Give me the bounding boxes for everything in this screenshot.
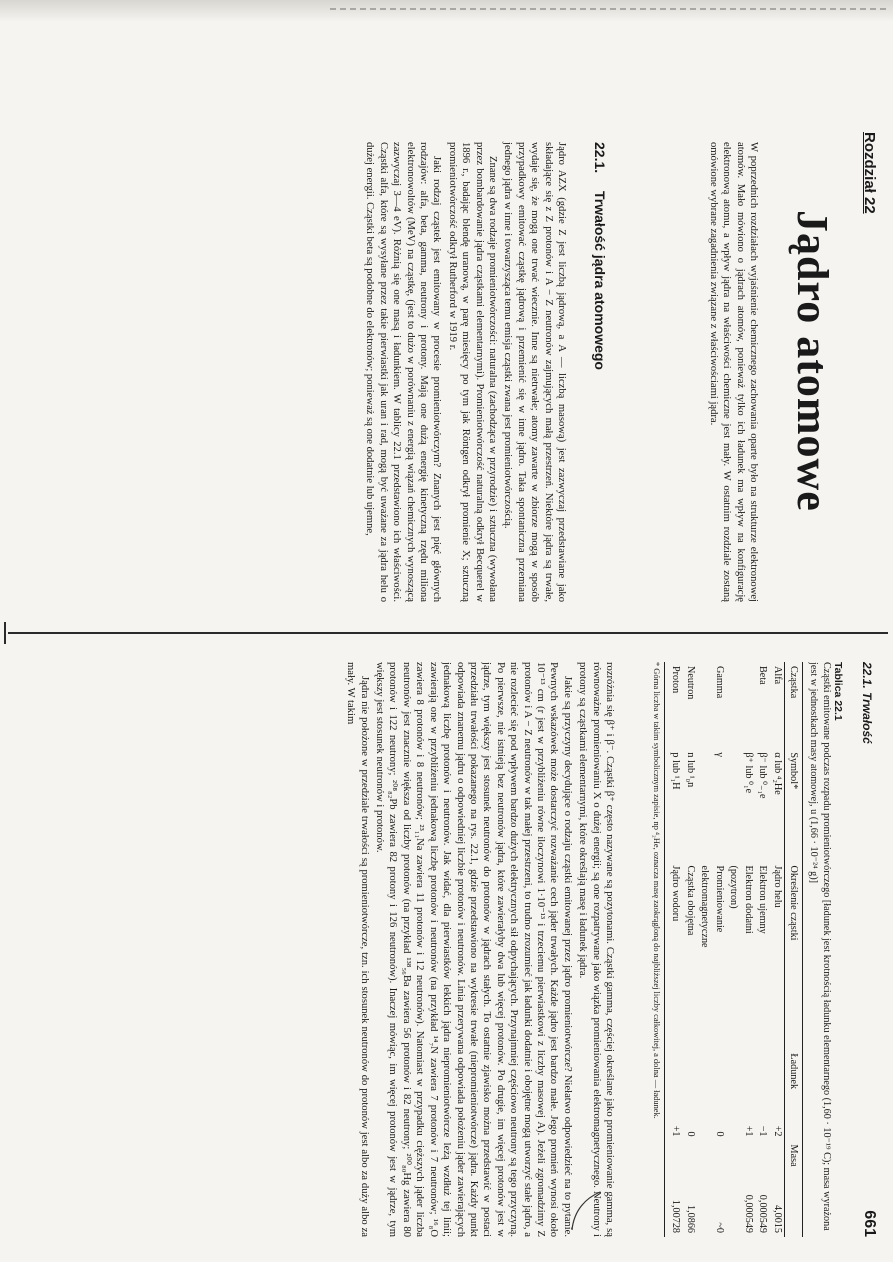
table-cell	[697, 748, 712, 861]
table-header-row	[785, 662, 803, 1237]
scan-artifact-line	[330, 8, 890, 10]
paragraph: Jądro AZX (gdzie Z jest liczbą jądrową, a A — liczbą masową) jest zazwyczaj przedstawiane jako składające się z Z protonów i A − Z neutronów zajmujących małą przestrzeń. Niektóre jądra są trwałe, wydaje się, że mogą one trwać wiecznie. Inne są nietrwałe; atomy zawarte w zbiorze mogą w sposób przypadkowy emitować cząstkę jądrową i przemienić się w inne jądro. Taka spontaniczna przemiana jednego jądra w inne i towarzysząca temu emisja cząstki zwana jest promieniotwórczością.	[502, 142, 567, 602]
table-cell: 0,000549	[757, 1194, 769, 1233]
table-cell: p lub ¹₁H	[665, 748, 683, 861]
table-cell	[726, 662, 741, 748]
table-cell: Neutron	[685, 666, 696, 700]
table-cell: Gamma	[714, 666, 725, 699]
table-body	[665, 662, 785, 1237]
scan-edge	[0, 0, 893, 22]
page-chapter-opener	[58, 60, 878, 620]
section-body-right	[342, 662, 616, 1237]
table-cell: Beta	[757, 666, 769, 685]
table-cell: elektromagnetyczne	[699, 865, 711, 948]
table-cell: +2	[772, 1125, 783, 1137]
chapter-intro: W poprzednich rozdziałach wyjaśnienie chemicznego zachowania oparte było na strukturze elektronowej atomów. Mało mówiono o jądrach atomów, ponieważ tylko ich ładunek ma wpływ na konfigurację elektronową atomu, a wpływ jądra na właściwości chemiczne jest mały. W ostatnim rozdziale zostaną omówione wybrane zagadnienia związane z właściwościami jądra.	[707, 142, 759, 602]
table-cell: 1,00728	[665, 1141, 683, 1237]
table-cell: (pozytron)	[728, 865, 740, 909]
header-cell: Masa	[785, 1141, 803, 1237]
table-row	[683, 662, 698, 1237]
table-row	[755, 662, 770, 1237]
table-cell: α lub ⁴₂He	[772, 752, 783, 795]
page-divider	[8, 632, 888, 634]
paragraph: Jakie są przyczyny decydujące o rodzaju cząstki emitowanej przez jądro promieniotwórcze? Niełatwo odpowiedzieć na to pytanie. Pewnych wskazówek może dostarczyć rozważanie cech jąder trwałych. Każde jądro jest bardzo małe. Jego promień wynosi około 10⁻¹³ cm (r jest w przybliżeniu równe iloczynowi 1·10⁻¹³ i trzeciemu pierwiastkowi z liczby masowej A). Jeżeli zgromadzimy Z protonów i A − Z neutronów w tak małej przestrzeni, to trudno zrozumieć jak ładunki dodatnie i obojętne mogą utworzyć stałe jądro, a nie rozlecieć się pod wpływem bardzo dużych elektrycznych sił odpychających. Przynajmniej częściowo neutrony są tego przyczyną. Po pierwsze, nie istnieją bez neutronów jądra, które zawierałyby dwa lub więcej protonów. Po drugie, im więcej protonów jest w jądrze, tym większy jest stosunek neutronów do protonów w jądrach stałych. To ostatnie zjawisko można przedstawić w postaci przedziału trwałości pokazanego na rys. 22.1, gdzie przedstawiono na wykresie trwałe (niepromieniotwórcze) jądra. Każdy punkt odpowiada znanemu jądru o odpowiedniej liczbie protonów i neutronów. Linia przerywana odpowiada położeniu jąder zawierających jednakową liczbę protonów i neutronów. Jak widać, dla pierwiastków lekkich jądra niepromieniotwórcze leżą wzdłuż tej linii; zawierają one w przybliżeniu jednakową liczbę protonów i neutronów (na przykład ¹⁴₇N zawiera 7 protonów i 7 neutronów; ¹⁶₈O zawiera 8 protonów i 8 neutronów; ²³₁₁Na zawiera 11 protonów i 12 neutronów). Natomiast w przypadku cięższych jąder liczba neutronów jest znacznie większa od liczby protonów (na przykład ¹³⁸₅₆Ba zawiera 56 protonów i 82 neutrony; ²⁰⁰₈₀Hg zawiera 80 protonów i 122 neutrony; ²⁰⁸₈₂Pb zawiera 82 protony i 126 neutronów). Inaczej mówiąc, im więcej protonów jest w jądrze, tym większy jest stosunek neutronów i protonów.	[374, 662, 573, 1237]
section-number: 22.1.	[592, 142, 608, 174]
table-cell	[697, 662, 712, 748]
section-heading	[592, 142, 608, 602]
table-cell: 0	[685, 1131, 696, 1137]
table-cell: +1	[743, 1125, 754, 1137]
table-cell: +1	[665, 1049, 683, 1140]
table-cell: Jądro helu	[772, 865, 783, 908]
table-caption: Cząstki emitowane podczas rozpadu promieniotwórczego [ładunek jest krotnością ładunku elementarnego (1,60 · 10⁻¹⁹ C); masa wyrażona jest w jednostkach masy atomowej, u (1,66 · 10⁻²⁴ g)]	[808, 662, 832, 1231]
table-cell	[697, 1141, 712, 1237]
paragraph: Jaki rodzaj cząstek jest emitowany w procesie promieniotwórczym? Znanych jest pięć głównych rodzajów: alfa, beta, gamma, neutrony i protony. Mają one dużą energię kinetyczną rzędu miliona elektronowoltów (MeV) na cząstkę, (jest to dużo w porównaniu z energią wiązań chemicznych wynoszącą zazwyczaj 3—4 eV). Różnią się one masą i ładunkiem. W tablicy 22.1 przedstawiono ich właściwości. Cząstki alfa, które są wysyłane przez takie pierwiastki jak uran i rad, mogą być uważane za jądra helu o dużej energii. Cząstki beta są podobne do elektronów; ponieważ są one dodatnie lub ujemne,	[364, 142, 443, 602]
paragraph: Jądra nie położone w przedziale trwałości są promieniotwórcze, tzn. ich stosunek neutronów do protonów jest albo za duży albo za mały. W takim	[345, 662, 370, 1237]
running-head	[854, 662, 878, 1237]
table-footnote: * Górna liczba w takim symbolicznym zapisie, np ⁴₂He, oznacza masę zaokrągloną do najbliższej liczby całkowitej, a dolna — ładunek.	[652, 662, 661, 1119]
table-row	[665, 662, 683, 1237]
table-row	[712, 662, 727, 1237]
section-title: Trwałość jądra atomowego	[592, 191, 608, 370]
table-cell	[726, 748, 741, 861]
pen-mark	[566, 1188, 606, 1234]
paragraph: Znane są dwa rodzaje promieniotwórczości: naturalna (zachodząca w przyrodzie) i sztuczna (wywołana przez bombardowanie jądra cząstkami elementarnymi). Promieniotwórczość naturalną odkrył Becquerel w 1896 r., badając blendę uranową, w parę miesięcy po tym jak Röntgen odkrył promienie X; sztuczną promieniotwórczość odkrył Rutherford w 1919 r.	[446, 142, 498, 602]
table-cell: Elektron dodatni	[743, 865, 754, 934]
chapter-title: Jądro atomowe	[788, 210, 837, 512]
header-cell: Określenie cząstki	[785, 862, 803, 1050]
particles-table	[664, 662, 803, 1237]
table-cell	[697, 1049, 712, 1140]
table-cell: Promieniowanie	[714, 865, 725, 933]
table-cell: ~0	[714, 1222, 725, 1233]
table-row	[697, 662, 712, 1237]
header-cell: Cząstka	[785, 662, 803, 748]
section-body-left	[361, 142, 568, 602]
table-cell	[741, 662, 756, 748]
particles-table-block	[651, 662, 844, 1237]
table-cell: 1,0866	[685, 1204, 696, 1233]
table-cell: β⁻ lub ⁰₋₁e	[757, 752, 769, 799]
table-cell: Cząstka obojętna	[685, 865, 696, 936]
page-661	[58, 662, 878, 1237]
running-head-section: 22.1. Trwałość	[860, 662, 874, 744]
table-row	[741, 662, 756, 1237]
table-cell: 4,0015	[772, 1204, 783, 1233]
table-row	[726, 662, 741, 1237]
table-cell: 0	[714, 1131, 725, 1137]
table-cell	[726, 1141, 741, 1237]
paragraph: rozróżnia się β⁺ i β⁻. Cząstki β⁺ często nazywane są pozytonami. Cząstki gamma, częściej określane jako promieniowanie gamma, są równoważne promieniowaniu X o dużej energii; są one rozpatrywane jako wiązka promieniowania elektromagnetycznego. Neutrony i protony są cząstkami elementarnymi, które określają masę i ładunek jądra.	[577, 662, 615, 1237]
table-cell: Alfa	[772, 666, 783, 685]
table-row	[770, 662, 785, 1237]
table-cell: −1	[757, 1125, 769, 1137]
table-cell: β⁺ lub ⁰₁e	[743, 752, 754, 794]
table-cell: Proton	[665, 662, 683, 748]
table-title: Tablica 22.1	[832, 662, 844, 721]
header-cell: Ładunek	[785, 1049, 803, 1140]
table-cell: Jądro wodoru	[665, 862, 683, 1050]
page-number: 661	[861, 1210, 878, 1237]
page-fold-tick	[4, 622, 6, 644]
chapter-label: Rozdział 22	[861, 132, 878, 214]
table-cell: n lub ¹₀n	[685, 752, 696, 788]
table-cell: γ	[714, 752, 725, 757]
table-cell: Elektron ujemny	[757, 865, 769, 934]
table-cell	[726, 1049, 741, 1140]
table-cell: 0,000549	[743, 1194, 754, 1233]
header-cell: Symbol*	[785, 748, 803, 861]
